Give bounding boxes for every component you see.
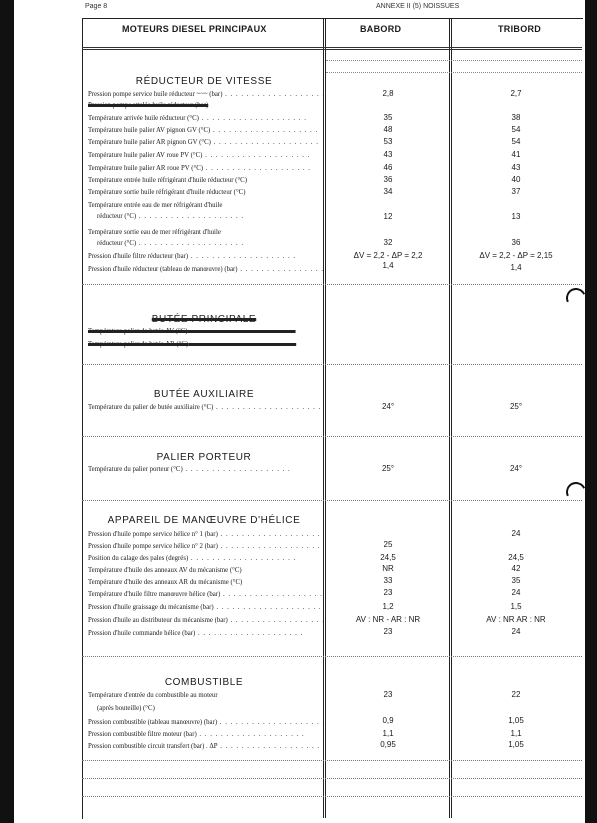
value-babord: 46 — [383, 163, 393, 172]
row-label: réducteur (°C) . . . — [97, 239, 333, 248]
section-rule — [82, 284, 582, 285]
row-label: Pression d'huile pompe service hélice n° 2 (bar) . . . — [88, 542, 324, 551]
value-babord: 1,4 — [382, 261, 394, 270]
row-label: Température huile palier AR pignon GV (°C) . . . — [88, 138, 324, 147]
section-rule — [82, 436, 582, 437]
value-tribord: 54 — [511, 137, 521, 146]
row-label: Température sortie huile réfrigérant d'huile réducteur (°C) — [88, 189, 246, 196]
value-tribord: 22 — [511, 690, 521, 699]
value-babord: AV : NR - AR : NR — [355, 615, 421, 624]
value-babord: 1,2 — [382, 602, 394, 611]
value-tribord: 36 — [511, 238, 521, 247]
value-babord: 35 — [383, 113, 393, 122]
row-label: Température arrivée huile réducteur (°C) . . . — [88, 114, 324, 123]
row-label: Température huile palier AR roue PV (°C) . . . — [88, 164, 324, 173]
value-tribord: 41 — [511, 150, 521, 159]
section-rule — [82, 500, 582, 501]
row-label: Pression d'huile réducteur (tableau de manœuvre) (bar) . . . — [88, 265, 324, 274]
value-babord: 23 — [383, 690, 393, 699]
row-label: Pression combustible circuit transfert (bar) . ΔP . . . — [88, 742, 324, 751]
section-title-appareil-manoeuvre: APPAREIL DE MANŒUVRE D'HÉLICE — [107, 515, 301, 526]
value-tribord: 25° — [509, 402, 523, 411]
value-babord: 23 — [383, 627, 393, 636]
value-tribord: 1,5 — [510, 602, 522, 611]
value-tribord: 40 — [511, 175, 521, 184]
value-tribord: 24 — [511, 588, 521, 597]
row-label: Température sortie eau de mer réfrigérant d'huile — [88, 229, 221, 236]
value-babord: 25° — [381, 464, 395, 473]
value-tribord: 38 — [511, 113, 521, 122]
value-tribord: 1,1 — [510, 729, 522, 738]
scan-edge-right — [585, 0, 597, 823]
row-label-struck: Pression pompe attelée huile réducteur (bar) — [88, 102, 209, 109]
value-babord: 2,8 — [382, 89, 394, 98]
value-babord: 24° — [381, 402, 395, 411]
value-tribord: 43 — [511, 163, 521, 172]
value-tribord: 24,5 — [508, 553, 524, 562]
value-babord: 1,1 — [382, 729, 394, 738]
row-label: Position du calage des pales (degrés) . . . — [88, 554, 324, 563]
value-babord: 32 — [383, 238, 393, 247]
row-label: Température d'entrée du combustible au moteur — [88, 692, 218, 699]
row-label: (après bouteille) (°C) — [97, 705, 155, 712]
value-tribord: 1,05 — [508, 740, 524, 749]
section-title-combustible: COMBUSTIBLE — [164, 677, 244, 688]
row-label: Température d'huile filtre manœuvre hélice (bar) . . . — [88, 590, 324, 599]
column-header-moteurs: MOTEURS DIESEL PRINCIPAUX — [122, 24, 267, 34]
header-rule — [82, 47, 582, 50]
value-babord: NR — [382, 564, 394, 573]
value-babord: 25 — [383, 540, 393, 549]
row-label: Température huile palier AV roue PV (°C) . . . — [88, 151, 324, 160]
value-tribord: 35 — [511, 576, 521, 585]
value-babord: 23 — [383, 588, 393, 597]
row-label: Pression d'huile commande hélice (bar) . . . — [88, 629, 324, 638]
value-babord: 53 — [383, 137, 393, 146]
value-babord: 43 — [383, 150, 393, 159]
row-label: Pression combustible filtre moteur (bar) . . . — [88, 730, 324, 739]
value-babord: 34 — [383, 187, 393, 196]
row-label: Température d'huile des anneaux AV du mécanisme (°C) — [88, 567, 242, 574]
value-babord: 24,5 — [380, 553, 396, 562]
value-tribord: ΔV = 2,2 - ΔP = 2,15 — [479, 251, 553, 260]
row-label: Température huile palier AV pignon GV (°C) . . . — [88, 126, 324, 135]
row-label: Température du palier porteur (°C) . . . — [88, 465, 324, 474]
section-title-butee-auxiliaire: BUTÉE AUXILIAIRE — [153, 389, 255, 400]
value-tribord: AV : NR AR : NR — [486, 615, 546, 624]
row-label: Pression d'huile pompe service hélice n° 1 (bar) . . . — [88, 530, 324, 539]
row-label: Pression combustible (tableau manœuvre) (bar) . . . — [88, 718, 324, 727]
page-label: Page 8 — [85, 3, 108, 10]
value-babord: 0,95 — [380, 740, 396, 749]
value-babord: 12 — [383, 212, 393, 221]
value-babord: 0,9 — [382, 716, 394, 725]
row-label: Température entrée eau de mer réfrigérant d'huile — [88, 202, 223, 209]
section-rule — [82, 760, 582, 761]
value-tribord: 2,7 — [510, 89, 522, 98]
value-tribord: 24° — [509, 464, 523, 473]
row-label: Pression d'huile graissage du mécanisme (bar) . . . — [88, 603, 324, 612]
column-header-tribord: TRIBORD — [498, 24, 542, 34]
section-title-palier-porteur: PALIER PORTEUR — [156, 452, 252, 463]
value-tribord: 24 — [511, 627, 521, 636]
value-tribord: 54 — [511, 125, 521, 134]
row-label: Température entrée huile réfrigérant d'huile réducteur (°C) — [88, 177, 247, 184]
scan-edge-left — [0, 0, 14, 823]
row-label: Température d'huile des anneaux AR du mécanisme (°C) — [88, 579, 243, 586]
section-rule — [82, 796, 582, 797]
value-tribord: 1,4 — [510, 263, 522, 272]
row-label: Pression d'huile filtre réducteur (bar) . . . — [88, 252, 324, 261]
dotted-rule — [326, 72, 582, 73]
value-babord: 33 — [383, 576, 393, 585]
column-header-babord: BABORD — [360, 24, 402, 34]
section-title-reducteur: RÉDUCTEUR DE VITESSE — [135, 76, 273, 87]
row-label-struck: Température palier de butée AV (°C) . . . — [88, 327, 324, 336]
row-label: Pression pompe service huile réducteur ~~~ (bar) . . . — [88, 90, 324, 99]
value-babord: ΔV = 2,2 - ΔP = 2,2 — [353, 251, 423, 260]
section-title-butee-principale: BUTÉE PRINCIPALE — [151, 314, 257, 325]
value-tribord: 13 — [511, 212, 521, 221]
value-tribord: 24 — [511, 529, 521, 538]
value-tribord: 1,05 — [508, 716, 524, 725]
section-rule — [82, 656, 582, 657]
page-ref: ANNEXE II (5) NOISSUES — [376, 3, 460, 10]
value-babord: 48 — [383, 125, 393, 134]
value-tribord: 42 — [511, 564, 521, 573]
row-label: Température du palier de butée auxiliaire (°C) . . . — [88, 403, 324, 412]
row-label: Pression d'huile au distributeur du mécanisme (bar) . . . — [88, 616, 324, 625]
row-label-struck: Température palier de butée AR (°C) . . . — [88, 340, 324, 349]
dotted-rule — [326, 60, 582, 61]
section-rule — [82, 364, 582, 365]
section-rule — [82, 778, 582, 779]
row-label: réducteur (°C) . . . — [97, 212, 333, 221]
value-tribord: 37 — [511, 187, 521, 196]
value-babord: 36 — [383, 175, 393, 184]
